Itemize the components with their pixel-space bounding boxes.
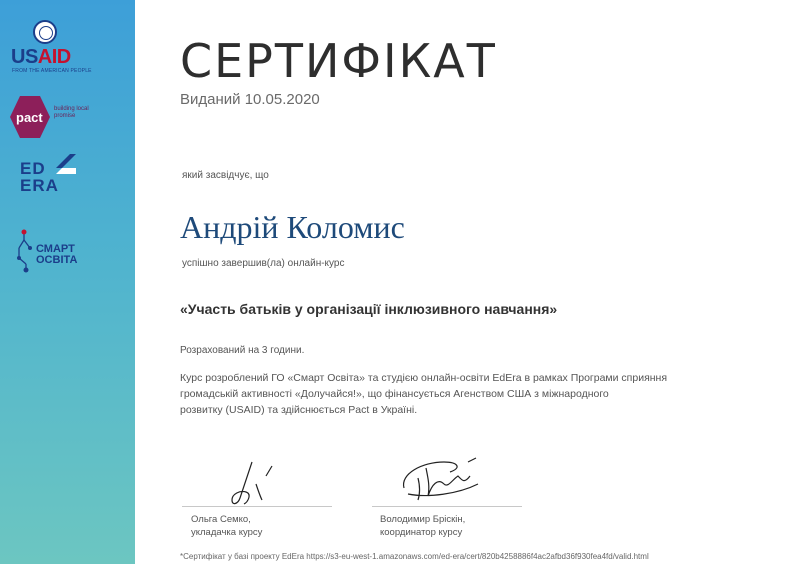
usaid-seal-icon [33, 20, 57, 44]
edera-logo: ED ERA [20, 154, 90, 204]
completed-text: успішно завершив(ла) онлайн-курс [182, 258, 345, 269]
signature-briskin [398, 454, 484, 504]
edera-mark-icon [52, 154, 78, 182]
signer-1: Ольга Семко, укладачка курсу [191, 514, 263, 538]
signature-line-1 [182, 506, 332, 507]
course-title: «Участь батьків у організації інклюзивного навчання» [180, 301, 558, 317]
usaid-logo: USAID FROM THE AMERICAN PEOPLE [8, 20, 82, 76]
usaid-tagline: FROM THE AMERICAN PEOPLE [12, 68, 92, 74]
certificate-title: СЕРТИФІКАТ [180, 34, 497, 88]
signer-2: Володимир Бріскін, координатор курсу [380, 514, 466, 538]
pact-logo: pact building local promise [10, 92, 90, 142]
molecule-icon [16, 228, 38, 274]
issued-date: Виданий 10.05.2020 [180, 91, 320, 108]
verification-link[interactable]: *Сертифікат у базі проекту EdEra https://s3-eu-west-1.amazonaws.com/ed-era/cert/820b4258886f4ac2afbd36f930fea4fd/valid.html [180, 552, 649, 561]
course-hours: Розрахований на 3 години. [180, 345, 305, 356]
course-description: Курс розроблений ГО «Смарт Освіта» та студією онлайн-освіти EdEra в рамках Програми сприяння громадській активності «Долучайся!», що фінансується Агенством США з міжнародного розвитку (USAID) та здійснюється Pact в Україні. [180, 372, 668, 416]
signature-line-2 [372, 506, 522, 507]
smart-osvita-logo: СМАРТ ОСВІТА [16, 228, 96, 278]
confirms-text: який засвідчує, що [182, 170, 269, 181]
sidebar [0, 0, 135, 564]
signature-semko [222, 460, 282, 508]
recipient-name: Андрій Коломис [180, 209, 405, 245]
